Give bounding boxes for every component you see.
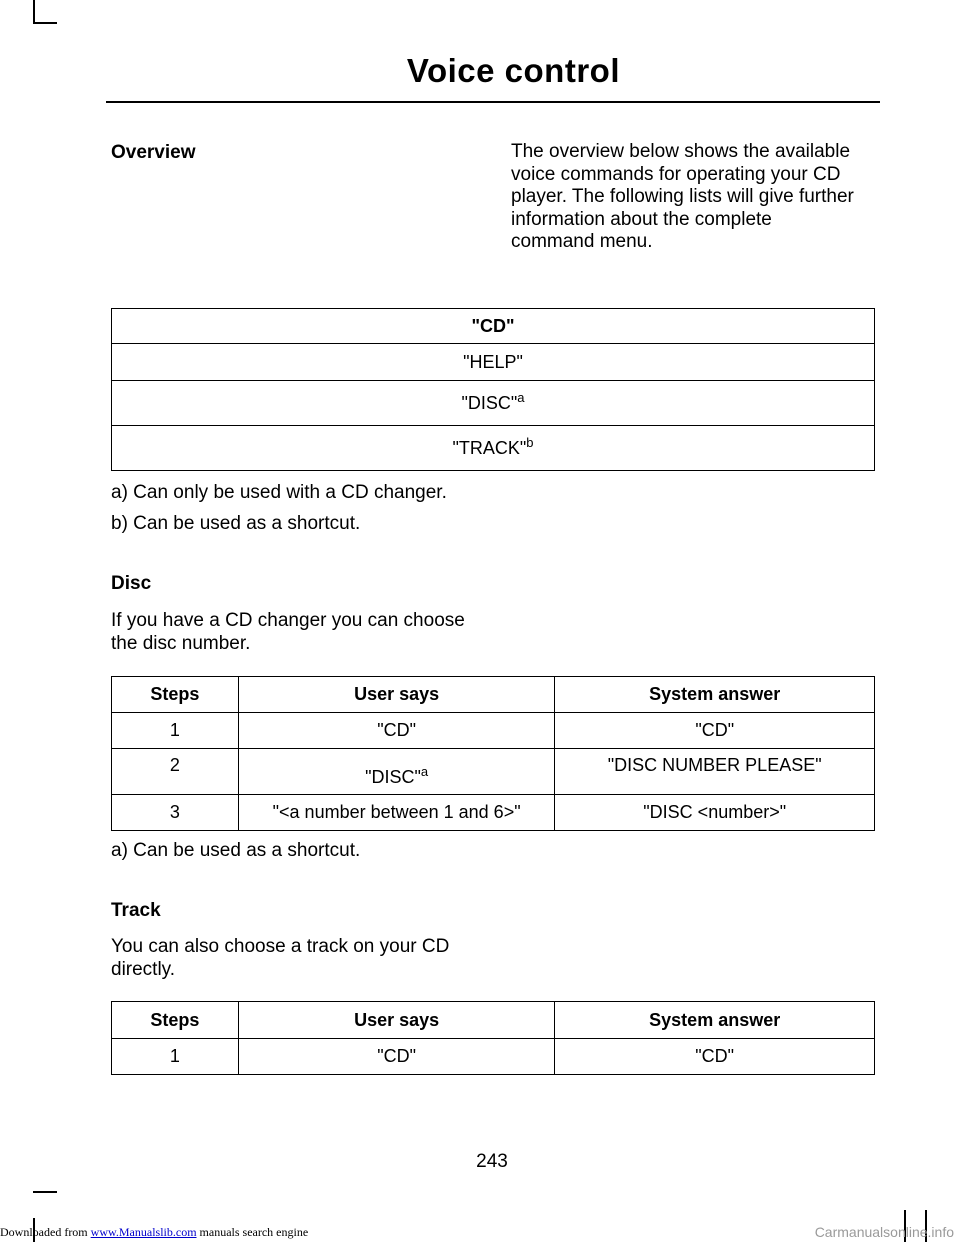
overview-text: The overview below shows the available voice commands for operating your CD player. The following lists will give further information about the complete command menu. [511, 141, 854, 252]
footnote-a: a) Can only be used with a CD changer. [111, 482, 447, 503]
overview-heading: Overview [111, 142, 196, 163]
command-row: "HELP" [112, 344, 875, 381]
page-title: Voice control [406, 52, 620, 89]
disc-heading: Disc [111, 573, 152, 594]
track-table [111, 1001, 875, 1075]
footnote-marker: a [420, 764, 429, 779]
crop-mark [33, 1191, 57, 1193]
track-text: You can also choose a track on your CD directly. [111, 936, 450, 980]
footnote-b: b) Can be used as a shortcut. [111, 513, 361, 534]
command-row: "DISC"$^a$ [112, 381, 875, 426]
command-row: "TRACK"$^b$ [112, 426, 875, 471]
table-row: 1 "CD" "CD" [112, 1039, 875, 1075]
table-row: 2 "DISC"$^a$ "DISC NUMBER PLEASE" [112, 749, 875, 795]
footnote-marker: a [517, 389, 525, 405]
footer-source: Downloaded from www.Manualslib.com manuals search engine [0, 1225, 309, 1239]
watermark: Carmanualsonline.info [814, 1224, 954, 1240]
disc-footnote: a) Can be used as a shortcut. [111, 840, 361, 861]
disc-text: If you have a CD changer you can choose the disc number. [111, 610, 465, 654]
header-divider [106, 101, 880, 103]
footnote-marker: b [526, 434, 534, 450]
table-row: 1 "CD" "CD" [112, 713, 875, 749]
column-header: System answer [555, 677, 875, 713]
command-table [111, 308, 875, 471]
manualslib-link[interactable]: www.Manualslib.com [90, 1225, 197, 1239]
column-header: System answer [555, 1002, 875, 1039]
disc-table [111, 676, 875, 831]
crop-mark [33, 22, 57, 24]
column-header: User says [238, 677, 555, 713]
page-number: 243 [476, 1151, 508, 1172]
crop-mark [33, 0, 35, 24]
column-header: User says [238, 1002, 555, 1039]
table-row: 3 "<a number between 1 and 6>" "DISC <number>" [112, 795, 875, 831]
command-table-header: "CD" [112, 309, 875, 344]
column-header: Steps [112, 1002, 239, 1039]
track-heading: Track [111, 900, 161, 921]
column-header: Steps [112, 677, 239, 713]
